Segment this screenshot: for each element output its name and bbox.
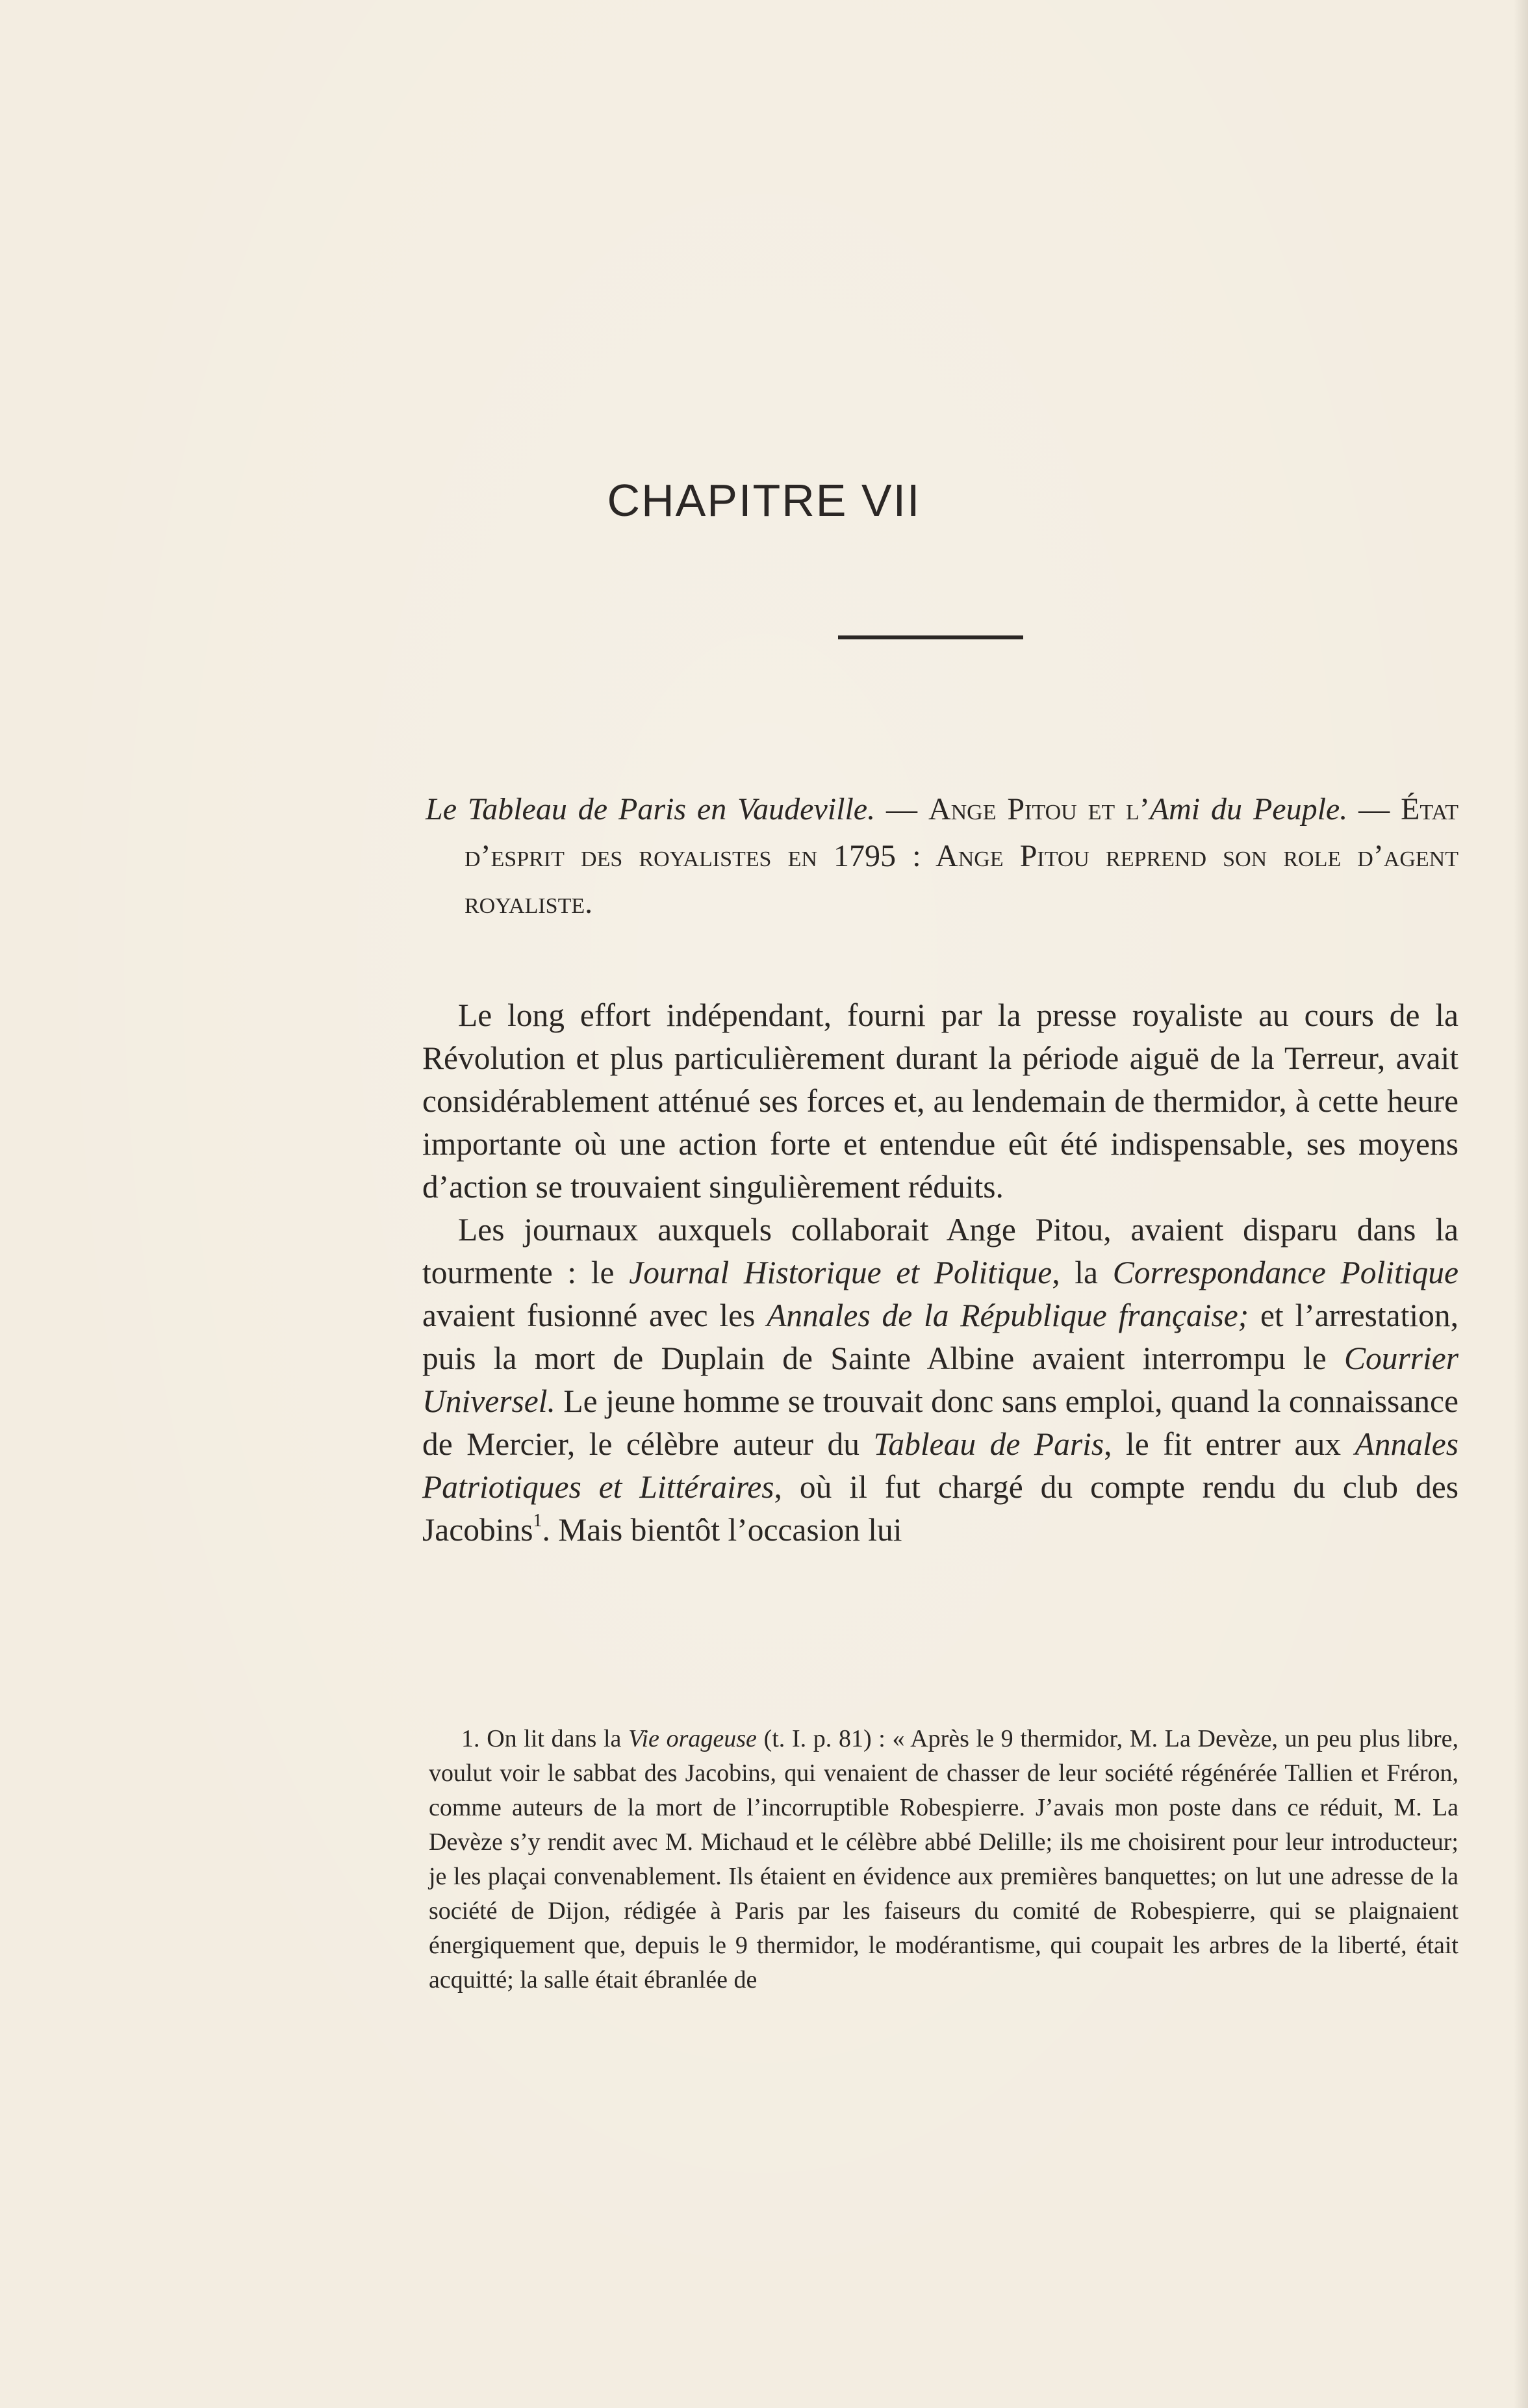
title-courrier-universel: Courrier Universel.	[422, 1340, 1458, 1419]
title-vie-orageuse: Vie orageuse	[628, 1725, 757, 1752]
footnote-1	[429, 1722, 1458, 1997]
text-run: (t. I. p. 81) : « Après le 9 thermidor, M. La Devèze, un peu plus libre, voulut voir le sabbat des Jacobins, qui venaient de chasser de leur société régénérée Tallien et Fréron, comme auteurs de la mort de l’incorruptible Robespierre. J’avais mon poste dans ce réduit, M. La Devèze s’y rendit avec M. Michaud et le célèbre abbé Delille; ils me choisirent pour leur introducteur; je les plaçai convenablement. Ils étaient en évidence aux premières banquettes; on lut une adresse de la société de Dijon, rédigée à Paris par les faiseurs du comité de Robespierre, qui se plaignaient énergiquement que, depuis le 9 thermidor, le modérantisme, qui coupait les arbres de la liberté, était acquitté; la salle était ébranlée de	[429, 1725, 1459, 1993]
title-annales-patriotiques: Annales Patriotiques et Littéraires	[422, 1426, 1458, 1505]
title-rule	[838, 635, 1023, 639]
summary-dash-1: —	[875, 792, 928, 826]
paragraph-2	[422, 1209, 1458, 1552]
text-run: On lit dans la	[487, 1725, 629, 1752]
text-run: Les journaux auxquels collaborait Ange Pitou, avaient disparu dans la tourmente : le	[422, 1212, 1458, 1290]
text-run: Le jeune homme se trouvait donc sans emploi, quand la connaissance de Mercier, le célèbre auteur du	[422, 1383, 1458, 1462]
chapter-summary	[426, 786, 1458, 927]
title-journal-historique: Journal Historique et Politique	[629, 1255, 1052, 1290]
chapter-title: CHAPITRE VII	[607, 475, 921, 526]
summary-italic-1: Le Tableau de Paris en Vaudeville.	[426, 792, 876, 826]
summary-italic-2: Ami du Peuple.	[1149, 792, 1348, 826]
summary-smallcaps-3: : Ange Pitou reprend son role d’agent royaliste.	[465, 839, 1458, 920]
text-run: avaient fusionné avec les	[422, 1298, 767, 1333]
text-run: , la	[1052, 1255, 1113, 1290]
footnote-number: 1.	[461, 1725, 487, 1752]
summary-smallcaps-2: État d’esprit des royalistes en	[465, 792, 1459, 873]
summary-smallcaps-1: Ange Pitou et l’	[928, 792, 1150, 826]
title-annales-republique: Annales de la République française;	[767, 1298, 1249, 1333]
footnote-reference[interactable]: 1	[533, 1511, 542, 1531]
page-edge-shadow	[1514, 0, 1528, 2408]
text-run: , où il fut chargé du compte rendu du club des Jacobins	[422, 1469, 1458, 1548]
summary-year: 1795	[834, 839, 897, 873]
text-run: . Mais bientôt l’occasion lui	[542, 1512, 902, 1548]
title-correspondance: Correspondance Politique	[1112, 1255, 1458, 1290]
summary-dash-2: —	[1347, 792, 1401, 826]
title-tableau-de-paris: Tableau de Paris	[873, 1426, 1104, 1462]
text-run: et l’arrestation, puis la mort de Duplain de Sainte Albine avaient interrompu le	[422, 1298, 1458, 1376]
body-text	[422, 994, 1458, 1552]
text-run: , le fit entrer aux	[1104, 1426, 1355, 1462]
footnote	[429, 1722, 1458, 1997]
paragraph-1: Le long effort indépendant, fourni par la presse royaliste au cours de la Révolution et plus particulièrement durant la période aiguë de la Terreur, avait considérablement atténué ses forces et, au lendemain de thermidor, à cette heure importante où une action forte et entendue eût été indispensable, ses moyens d’action se trouvaient singulièrement réduits.	[422, 997, 1458, 1205]
